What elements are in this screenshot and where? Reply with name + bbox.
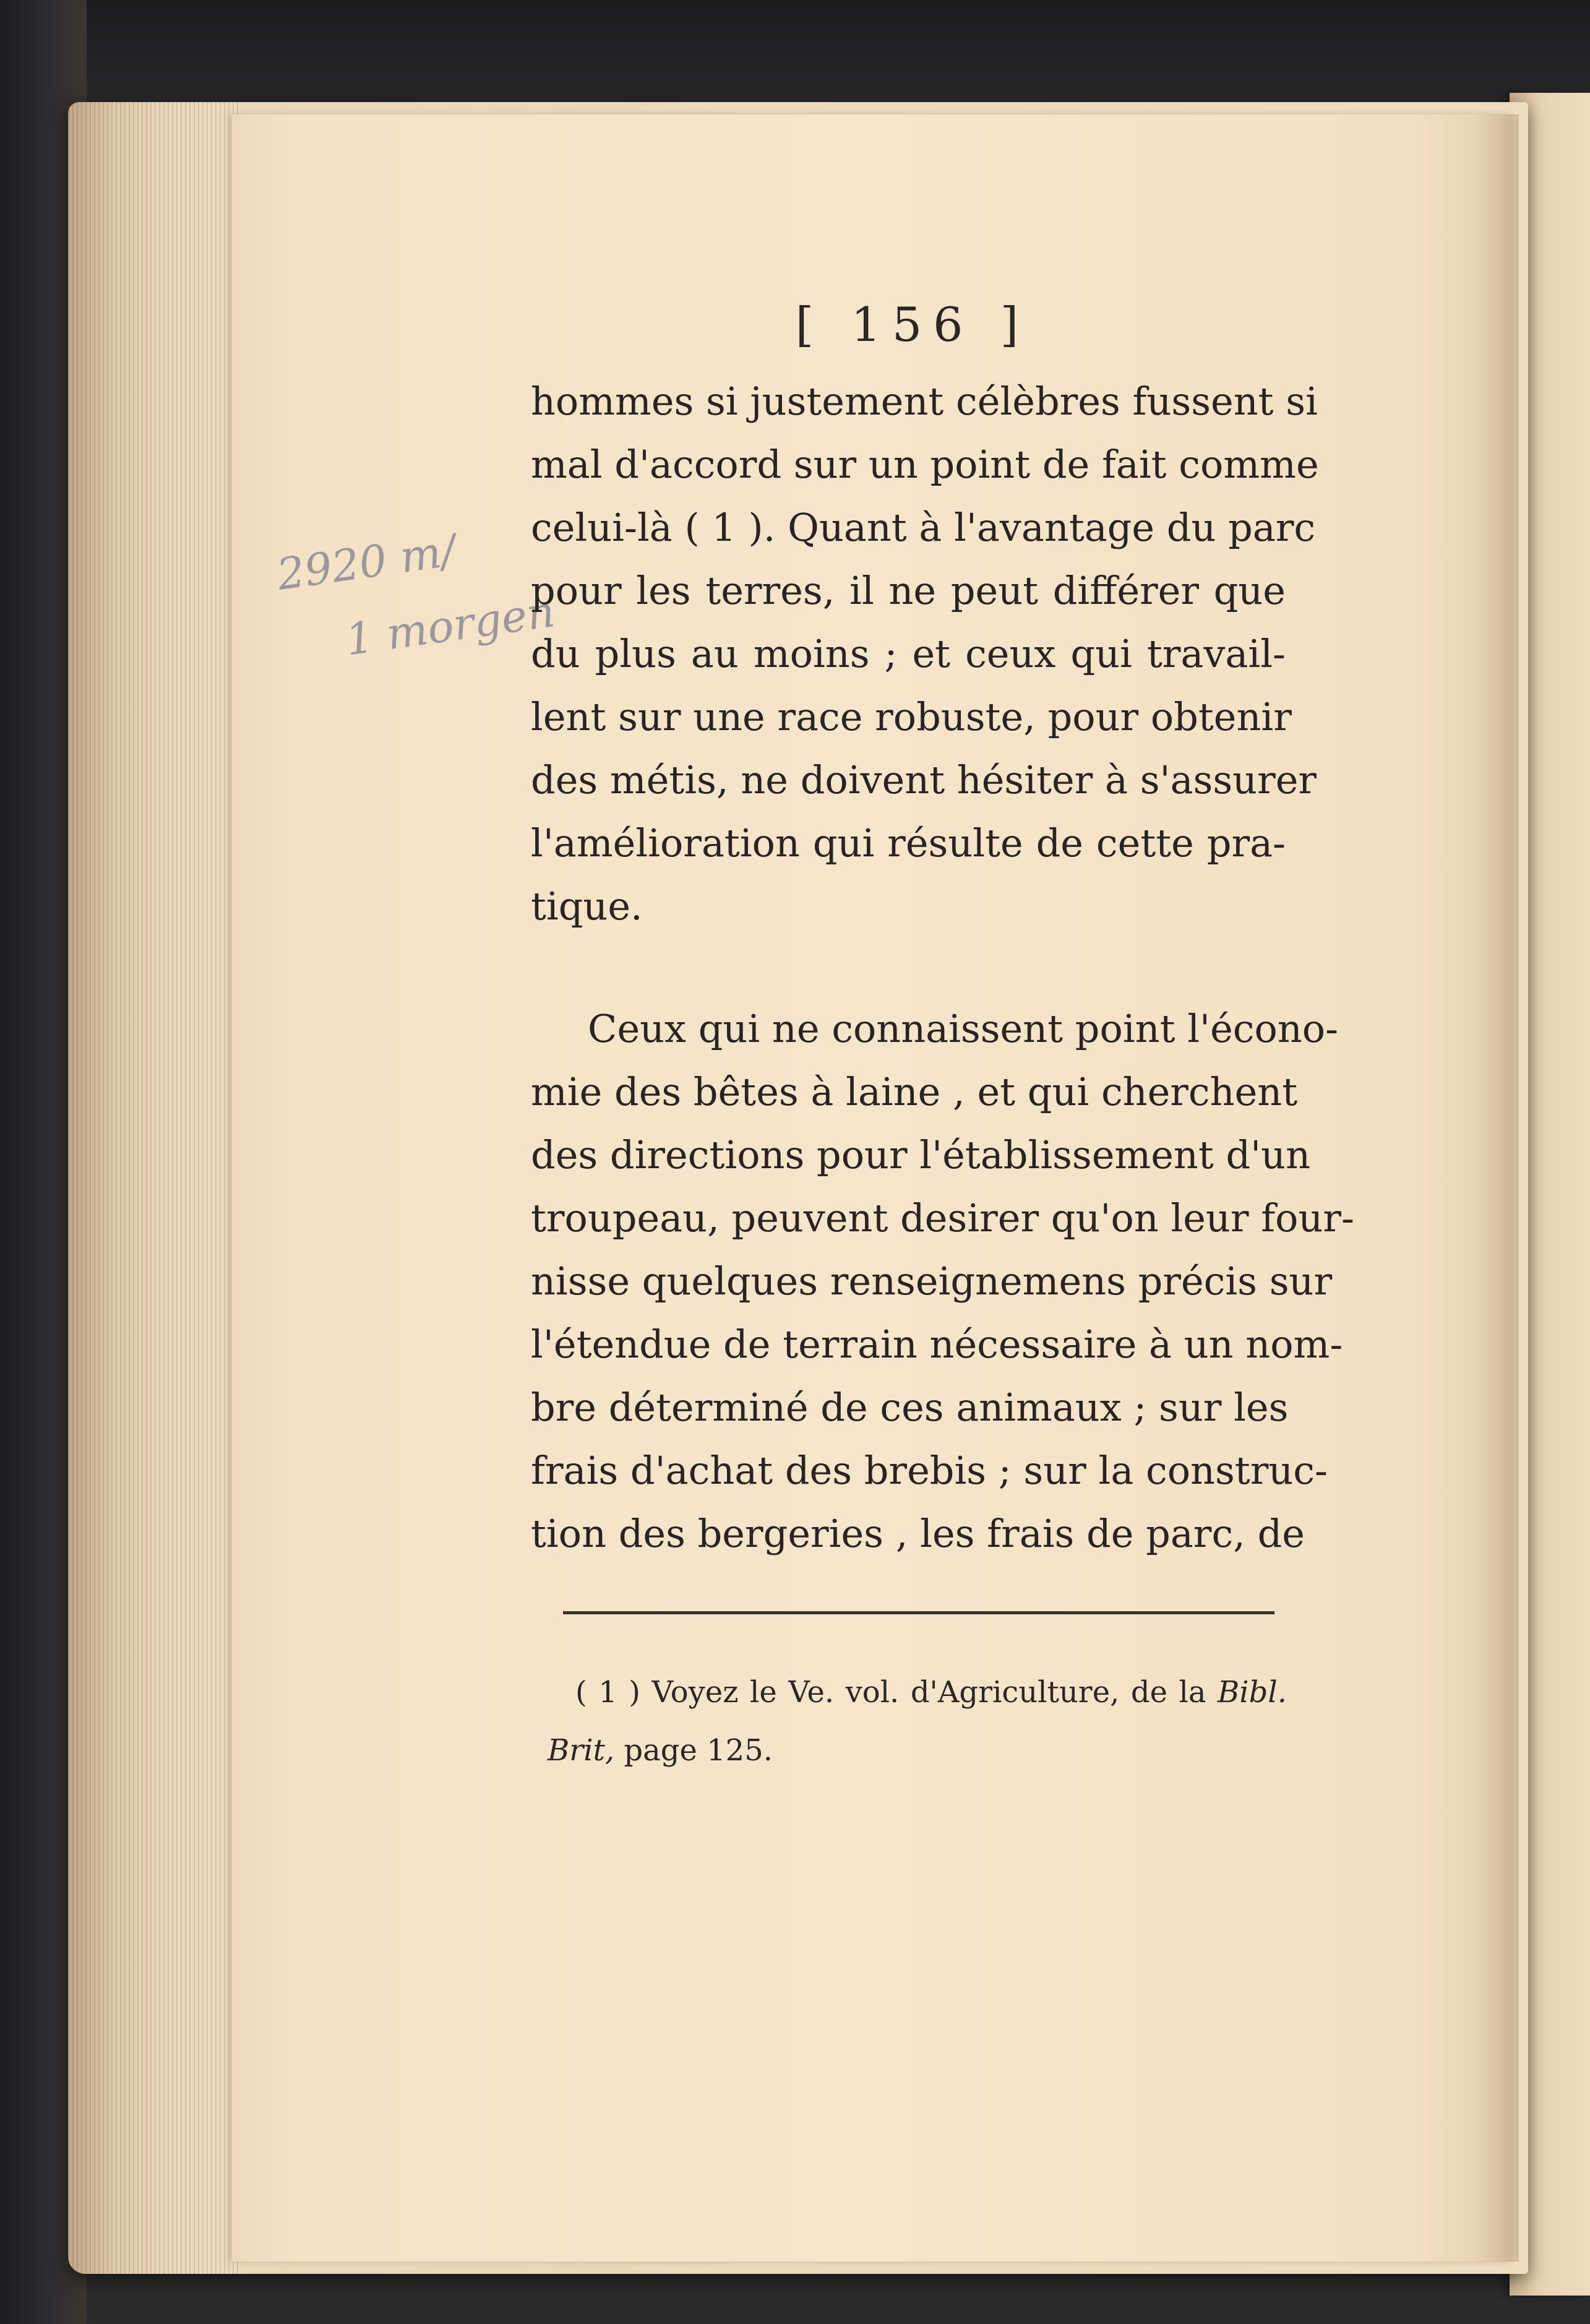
text-line: bre déterminé de ces animaux ; sur les (531, 1385, 1289, 1430)
text-line: pour les terres, il ne peut différer que (531, 568, 1286, 613)
paragraph-gap (531, 938, 1286, 997)
text-line: Ceux qui ne connaissent point l'écono- (588, 1006, 1339, 1051)
footnote-text: ( 1 ) Voyez le Ve. vol. d'Agriculture, de la (575, 1675, 1206, 1710)
text-line: des directions pour l'établissement d'un (531, 1132, 1311, 1177)
footnote (548, 1663, 1287, 1780)
text-line: lent sur une race robuste, pour obtenir (531, 694, 1292, 739)
margin-note-line: 2920 m/ (273, 525, 459, 601)
text-line: tion des bergeries , les frais de parc, de (531, 1511, 1305, 1556)
text-line: mie des bêtes à laine , et qui cherchent (531, 1069, 1298, 1114)
text-line: des métis, ne doivent hésiter à s'assurer (531, 757, 1317, 803)
footnote-line (548, 1721, 1287, 1780)
gutter-shadow (1476, 114, 1519, 2262)
text-line: troupeau, peuvent desirer qu'on leur four- (531, 1195, 1355, 1241)
footnote-italic: Brit, (548, 1733, 615, 1768)
page-number-header: [ 156 ] (795, 297, 1030, 352)
backdrop (0, 0, 1590, 111)
text-line: l'amélioration qui résulte de cette pra- (531, 820, 1286, 866)
footnote-text: page 125. (624, 1733, 773, 1768)
footnote-italic: Bibl. (1218, 1675, 1287, 1710)
text-line: frais d'achat des brebis ; sur la construc- (531, 1448, 1328, 1493)
text-line: mal d'accord sur un point de fait comme (531, 442, 1319, 487)
footnote-rule (563, 1611, 1274, 1614)
text-line: hommes si justement célèbres fussent si (531, 379, 1318, 424)
margin-note-line: 1 morgen (342, 586, 558, 666)
text-line: du plus au moins ; et ceux qui travail- (531, 631, 1286, 676)
text-line: celui-là ( 1 ). Quant à l'avantage du parc (531, 505, 1316, 550)
text-line: tique. (531, 884, 643, 929)
text-line: l'étendue de terrain nécessaire à un nom- (531, 1322, 1343, 1367)
footnote-line (548, 1663, 1287, 1721)
main-text (531, 370, 1355, 1565)
text-line: nisse quelques renseignemens précis sur (531, 1259, 1333, 1304)
